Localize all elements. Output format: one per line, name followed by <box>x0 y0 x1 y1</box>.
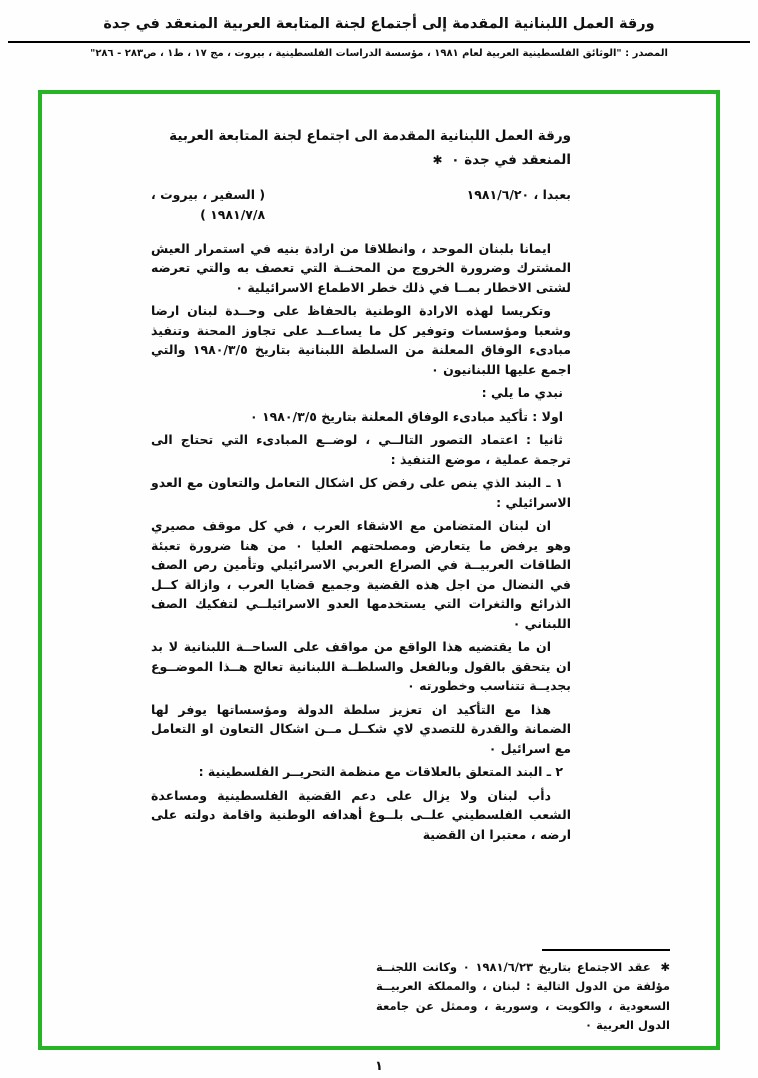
dateline-place-date: بعبدا ، ١٩٨١/٦/٢٠ <box>466 186 571 202</box>
footnote-divider <box>542 949 670 951</box>
document-header-title: ورقة العمل اللبنانية المقدمة إلى أجتماع لجنة المتابعة العربية المنعقد في جدة <box>103 16 655 32</box>
paragraph-8: ان ما يقتضيه هذا الواقع من مواقف على الساحــة اللبنانية لا بد ان يتحقق بالقول وبالفعل والسلطــة اللبنانية تعالج هــذا الموضــوع بجديــة تتناسب وخطورته ٠ <box>151 639 571 694</box>
paragraph-4-first-clause: اولا : تأكيد مبادىء الوفاق المعلنة بتاريخ ١٩٨٠/٣/٥ ٠ <box>250 408 563 424</box>
paragraph-6-item-1: ١ ـ البند الذي ينص على رفض كل اشكال التعامل والتعاون مع العدو الاسرائيلي : <box>151 475 571 510</box>
document-body <box>151 124 571 848</box>
footnote-reference-star-icon: ✱ <box>432 153 443 168</box>
paragraph-5-second-clause: ثانيا : اعتماد التصور التالــي ، لوضــع المبادىء التي تحتاج الى ترجمة عملية ، موضع التنفيذ : <box>151 432 571 467</box>
dateline-source-line2: ١٩٨١/٧/٨ ) <box>200 206 266 222</box>
footnote <box>376 949 670 1036</box>
paragraph-1: ايمانا بلبنان الموحد ، وانطلاقا من ارادة بنيه في استمرار العيش المشترك وضرورة الخروج من المحنــة التي تعصف به والتي تعرضه لشتى الاخطار بمــا في ذلك خطر الاطماع الاسرائيلية ٠ <box>151 240 571 295</box>
page-number: ١ <box>375 1059 383 1074</box>
paragraph-10-item-2: ٢ ـ البند المتعلق بالعلاقات مع منظمة التحريــر الفلسطينية : <box>198 764 563 780</box>
paragraph-2: وتكريسا لهذه الارادة الوطنية بالحفاظ على وحــدة لبنان ارضا وشعبا ومؤسسات وتوفير كل ما يساعــد على تجاوز المحنة وتنفيذ مبادىء الوفاق المعلنة من السلطة اللبنانية بتاريخ ١٩٨٠/٣/٥ والتي اجمع عليها اللبنانيون ٠ <box>151 303 571 377</box>
dateline-source-line1: ( السفير ، بيروت ، <box>151 186 266 202</box>
page-header <box>0 16 758 59</box>
header-divider <box>8 41 750 43</box>
footnote-text: عقد الاجتماع بتاريخ ١٩٨١/٦/٢٣ ٠ وكانت اللجنــة مؤلفة من الدول التالية : لبنان ، والمملكة العربيــة السعودية ، والكويت ، وسورية ، وممثل عن جامعة الدول العربية ٠ <box>376 959 670 1033</box>
paragraph-9: هذا مع التأكيد ان تعزيز سلطة الدولة ومؤسساتها يوفر لها الضمانة والقدرة للتصدي لاي شكــل مــن اشكال التعاون او التعامل مع اسرائيل ٠ <box>151 701 571 756</box>
paragraph-7: ان لبنان المتضامن مع الاشقاء العرب ، في كل موقف مصيري وهو يرفض ما يتعارض ومصلحتهم العليا ٠ من هنا ضرورة تعبئة الطاقات العربيــة في الصراع العربي الاسرائيلي وتأمين رص الصف في النضال من اجل هذه القضية وجميع قضايا العرب ، وازالة كــل الذرائع والثغرات التي يستخدمها العدو الاسرائيلــي لتفكيك الصف اللبناني ٠ <box>151 518 572 631</box>
document-title-text: ورقة العمل اللبنانية المقدمة الى اجتماع لجنة المتابعة العربية المنعقد في جدة ٠ <box>169 128 571 169</box>
footnote-marker-star-icon: ✱ <box>660 959 670 974</box>
dateline <box>151 185 571 225</box>
paragraph-3: نبدي ما يلي : <box>481 385 563 401</box>
document-title <box>151 124 571 173</box>
green-border-frame <box>38 90 720 1050</box>
paragraph-11: دأب لبنان ولا يزال على دعم القضية الفلسطينية ومساعدة الشعب الفلسطيني علــى بلــوغ أهدافه الوطنية واقامة دولته على ارضه ، معتبرا ان القضية <box>151 787 571 842</box>
footnote-text-block <box>376 958 670 1036</box>
dateline-source <box>151 185 265 225</box>
source-citation-line: المصدر : "الوثائق الفلسطينية العربية لعام ١٩٨١ ، مؤسسة الدراسات الفلسطينية ، بيروت ، مج ١٧ ، ط١ ، ص٢٨٣ - ٢٨٦" <box>90 48 668 59</box>
